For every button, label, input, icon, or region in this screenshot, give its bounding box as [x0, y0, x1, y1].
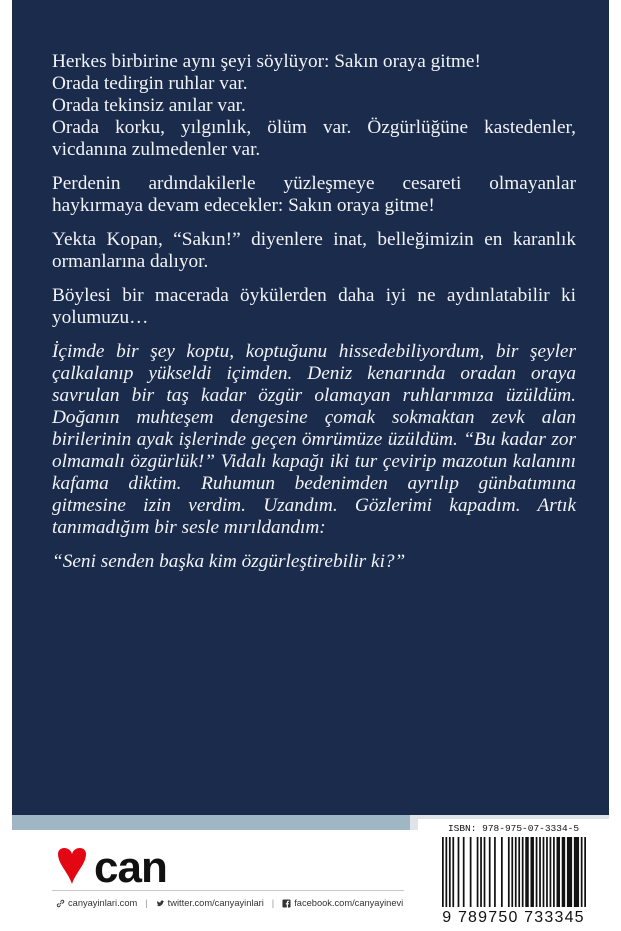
- barcode-bar: [515, 837, 517, 907]
- barcode-bar: [518, 837, 520, 907]
- facebook-icon: [282, 899, 291, 908]
- barcode-bar: [539, 837, 541, 907]
- heart-icon: [58, 848, 86, 884]
- blurb-paragraph-2: Perdenin ardındakilerle yüzleşmeye cesareti olmayanlar haykırmaya devam edecekler: Sakın oraya gitme!: [52, 173, 576, 216]
- barcode-bar: [494, 837, 496, 907]
- twitter-link[interactable]: [156, 898, 264, 908]
- twitter-text: twitter.com/canyayinlari: [167, 898, 264, 908]
- closing-quote: “Seni senden başka kim özgürleştirebilir ki?”: [52, 551, 406, 572]
- barcode-bar: [581, 837, 583, 907]
- blurb-text: [52, 51, 576, 585]
- barcode-bar: [508, 837, 510, 907]
- barcode-bar: [530, 837, 533, 907]
- barcode-bar: [484, 837, 486, 907]
- barcode-bar: [550, 837, 552, 907]
- barcode-bar: [522, 837, 524, 907]
- barcode-bar: [553, 837, 555, 907]
- back-cover-panel: [12, 0, 609, 815]
- bottom-stripe-accent: [12, 815, 410, 830]
- barcode-bar: [489, 837, 491, 907]
- blurb-line: Orada tekinsiz anılar var.: [52, 95, 246, 116]
- barcode-bar: [562, 837, 565, 907]
- link-separator: |: [145, 898, 148, 908]
- barcode-bar: [557, 837, 560, 907]
- blurb-line: Herkes birbirine aynı şeyi söylüyor: Sakın oraya gitme!: [52, 51, 481, 72]
- barcode-bar: [511, 837, 513, 907]
- website-link[interactable]: [56, 898, 137, 908]
- barcode-bar: [477, 837, 479, 907]
- barcode-bar: [452, 837, 454, 907]
- barcode-bar: [543, 837, 545, 907]
- barcode-bar: [470, 837, 472, 907]
- isbn-label: ISBN: 978-975-07-3334-5: [447, 823, 580, 834]
- blurb-line: Orada korku, yılgınlık, ölüm var. Özgürlüğüne kastedenler, vicdanına zulmedenler var.: [52, 117, 576, 160]
- footer-divider: [52, 890, 404, 891]
- barcode-bar: [525, 837, 528, 907]
- link-separator: |: [271, 898, 275, 908]
- barcode-bar: [458, 837, 460, 907]
- website-text: canyayinlari.com: [68, 898, 138, 908]
- blurb-paragraph-3: Yekta Kopan, “Sakın!” diyenlere inat, belleğimizin en karanlık ormanlarına dalıyor.: [52, 229, 576, 272]
- facebook-text: facebook.com/canyayinevi: [294, 898, 404, 908]
- barcode-bar: [501, 837, 503, 907]
- barcode-bar: [584, 837, 586, 907]
- barcode-bar: [442, 837, 444, 907]
- blurb-paragraph-1: [52, 51, 576, 161]
- barcode-bar: [574, 837, 579, 907]
- barcode-bar: [567, 837, 572, 907]
- barcode-bar: [480, 837, 482, 907]
- barcode-bar: [463, 837, 465, 907]
- twitter-icon: [156, 899, 165, 908]
- link-icon: [56, 899, 65, 908]
- publisher-links: [56, 898, 416, 908]
- isbn-barcode-block: [418, 819, 609, 927]
- blurb-paragraph-4: Böylesi bir macerada öykülerden daha iyi ne aydınlatabilir ki yolumuzu…: [52, 285, 576, 328]
- barcode-bar: [449, 837, 451, 907]
- blurb-line: Orada tedirgin ruhlar var.: [52, 73, 248, 94]
- barcode: [440, 837, 588, 909]
- excerpt-paragraph: İçimde bir şey koptu, koptuğunu hissedebiliyordum, bir şeyler çalkalanıp yükseldi içimden. Deniz kenarında oradan oraya savrulan bir taş kadar özgür olamayan ruhlarımıza üzüldüm. Doğanın muhteşem dengesine çomak sokmaktan zevk alan birilerinin ayak işlerinde geçen ömrümüze üzüldüm. “Bu kadar zor olmamalı özgürlük!” Vidalı kapağı iki tur çevirip mazotun kalanını kafama diktim. Ruhumun bedenimden ayrılıp günbatımına gitmesine izin verdim. Uzandım. Gözlerimi kapadım. Artık tanımadığım bir sesle mırıldandım:: [52, 341, 576, 538]
- barcode-number: 9 789750 733345: [442, 909, 585, 926]
- facebook-link[interactable]: [282, 898, 403, 908]
- barcode-bar: [546, 837, 548, 907]
- barcode-bar: [536, 837, 538, 907]
- publisher-logo: [52, 844, 222, 890]
- logo-wordmark: can: [94, 844, 167, 890]
- barcode-bar: [445, 837, 447, 907]
